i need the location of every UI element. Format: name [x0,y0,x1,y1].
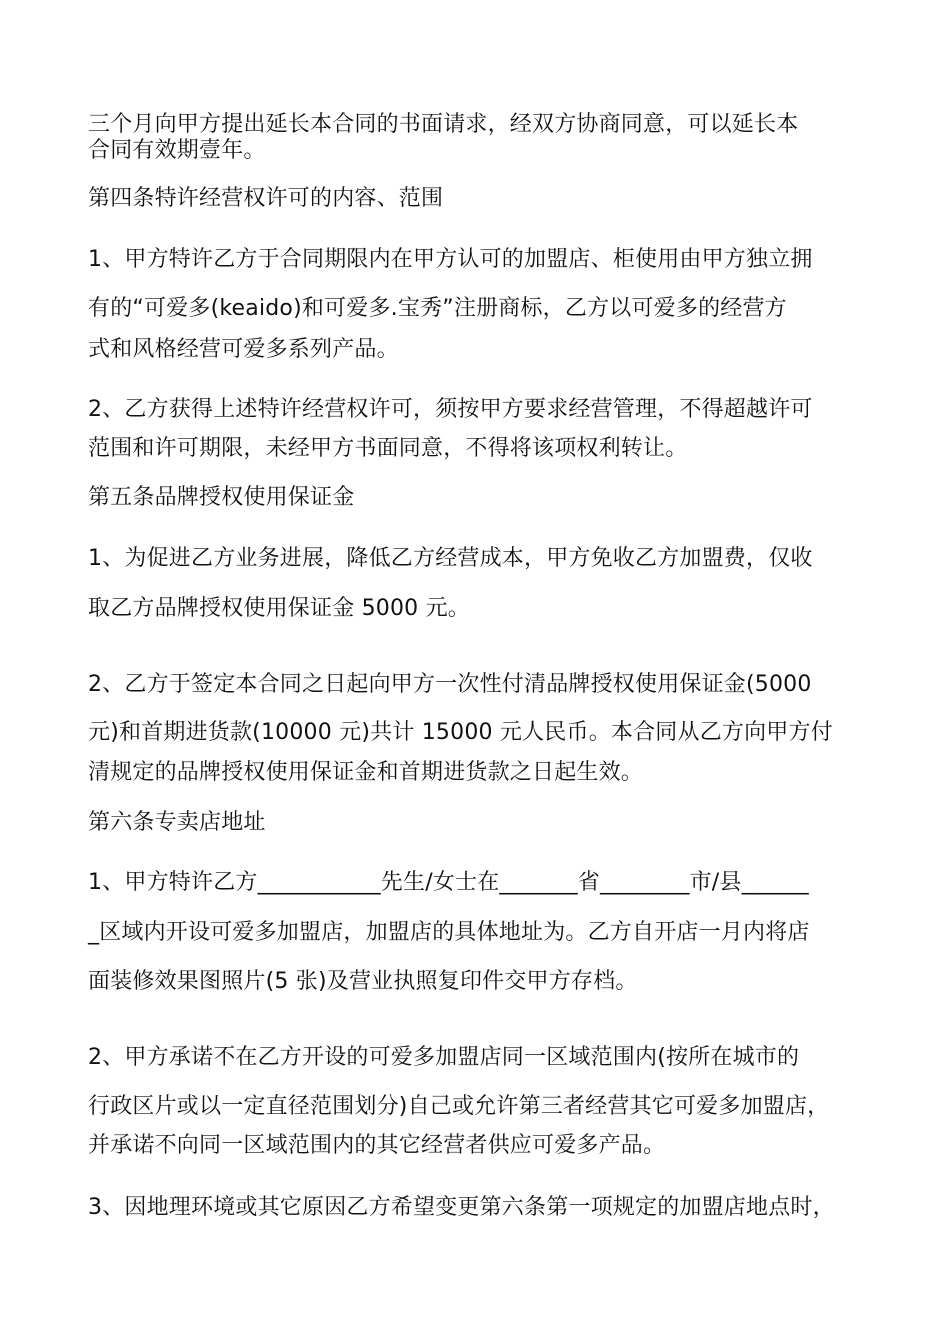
text-line: 1、为促进乙方业务进展，降低乙方经营成本，甲方免收乙方加盟费，仅收 [88,546,813,571]
text-line: 1、甲方特许乙方___________先生/女士在_______省________市/县______ [88,870,809,895]
text-line: 有的“可爱多(keaido)和可爱多.宝秀”注册商标，乙方以可爱多的经营方 [88,296,787,321]
text-line: 1、甲方特许乙方于合同期限内在甲方认可的加盟店、柜使用由甲方独立拥 [88,247,813,272]
text-line: 并承诺不向同一区域范围内的其它经营者供应可爱多产品。 [88,1133,666,1158]
text-line: 行政区片或以一定直径范围划分)自己或允许第三者经营其它可爱多加盟店， [88,1094,830,1119]
text-line: 面装修效果图照片(5 张)及营业执照复印件交甲方存档。 [88,969,638,994]
text-line: 取乙方品牌授权使用保证金 5000 元。 [88,596,470,621]
text-line: 范围和许可期限，未经甲方书面同意，不得将该项权利转让。 [88,436,688,461]
text-line: 式和风格经营可爱多系列产品。 [88,337,399,362]
text-line: _区域内开设可爱多加盟店，加盟店的具体地址为。乙方自开店一月内将店 [88,920,810,945]
text-line: 元)和首期进货款(10000 元)共计 15000 元人民币。本合同从乙方向甲方付 [88,720,833,745]
text-line: 2、甲方承诺不在乙方开设的可爱多加盟店同一区域范围内(按所在城市的 [88,1045,800,1070]
section-heading: 第四条特许经营权许可的内容、范围 [88,186,444,211]
text-line: 2、乙方获得上述特许经营权许可，须按甲方要求经营管理，不得超越许可 [88,397,813,422]
text-line: 三个月向甲方提出延长本合同的书面请求，经双方协商同意，可以延长本 [88,112,799,137]
text-line: 合同有效期壹年。 [88,138,266,163]
section-heading: 第五条品牌授权使用保证金 [88,485,355,510]
text-line: 清规定的品牌授权使用保证金和首期进货款之日起生效。 [88,760,644,785]
section-heading: 第六条专卖店地址 [88,810,266,835]
text-line: 2、乙方于签定本合同之日起向甲方一次性付清品牌授权使用保证金(5000 [88,672,812,697]
text-line: 3、因地理环境或其它原因乙方希望变更第六条第一项规定的加盟店地点时， [88,1195,835,1220]
